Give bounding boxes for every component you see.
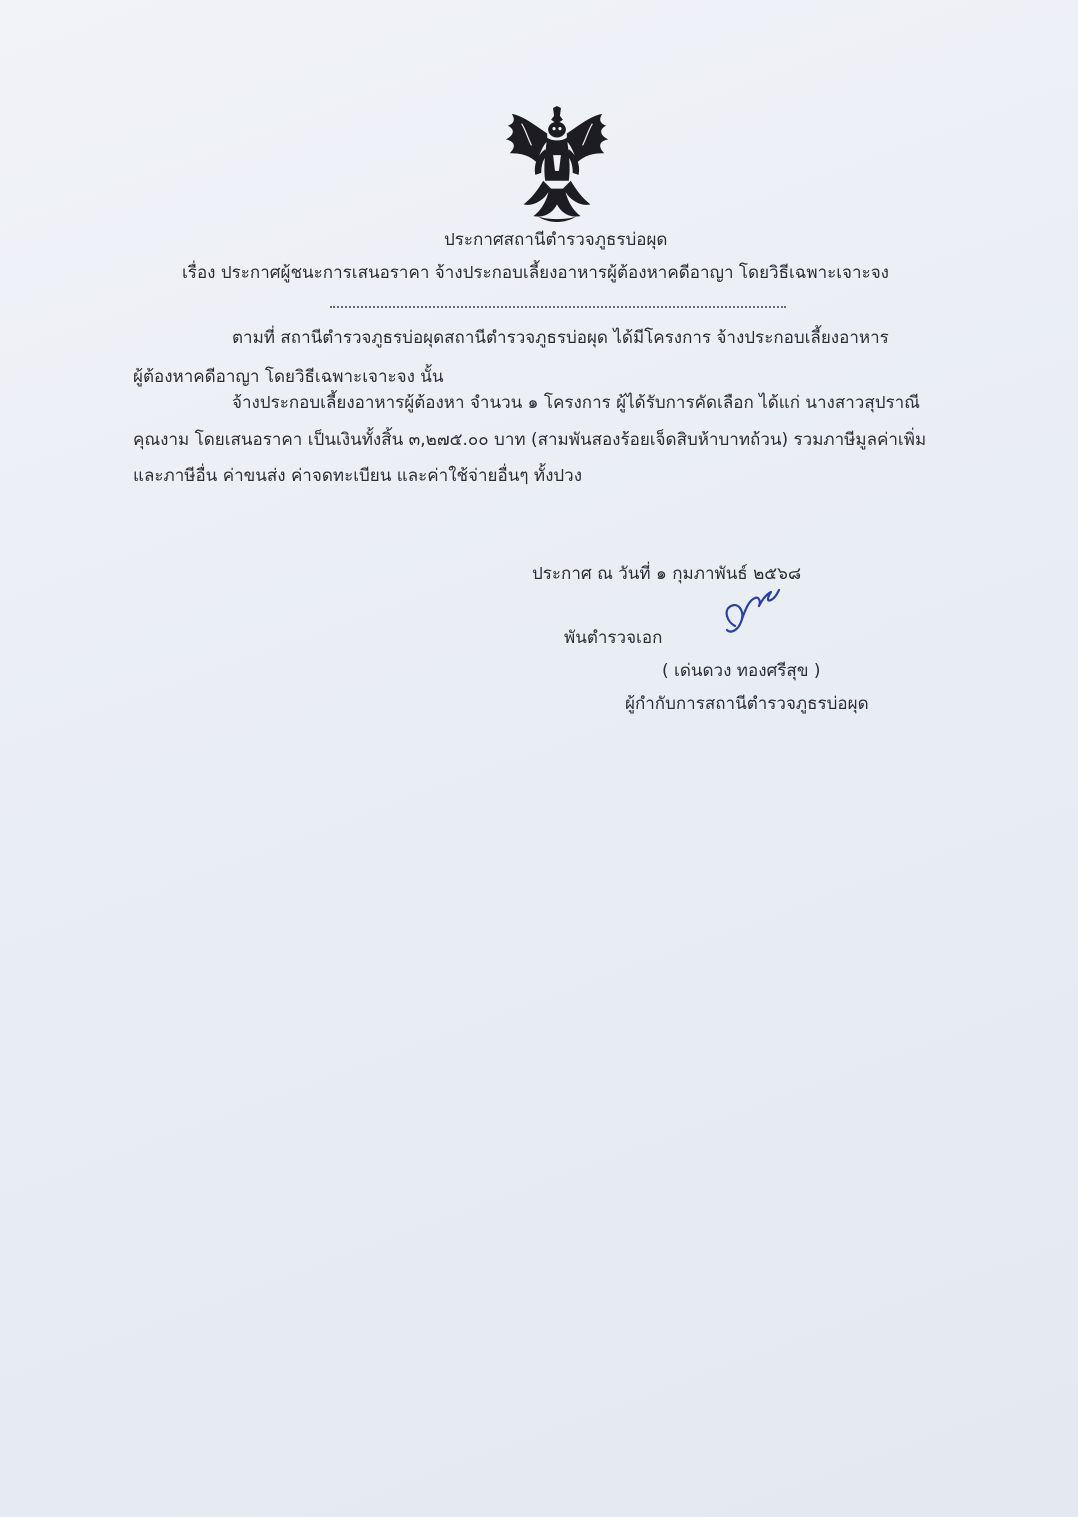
signatory-rank: พันตำรวจเอก (564, 628, 663, 648)
garuda-emblem-icon (498, 106, 616, 224)
announcement-subject: เรื่อง ประกาศผู้ชนะการเสนอราคา จ้างประกอบเลี้ยงอาหารผู้ต้องหาคดีอาญา โดยวิธีเฉพาะเจาะจง (182, 263, 889, 283)
announcement-heading: ประกาศสถานีตำรวจภูธรบ่อผุด (444, 230, 668, 250)
paragraph-2-line-3: และภาษีอื่น ค่าขนส่ง ค่าจดทะเบียน และค่าใช้จ่ายอื่นๆ ทั้งปวง (133, 466, 583, 486)
paragraph-2-line-1: จ้างประกอบเลี้ยงอาหารผู้ต้องหา จำนวน ๑ โครงการ ผู้ได้รับการคัดเลือก ได้แก่ นางสาวสุปราณี (232, 393, 920, 413)
dotted-divider (330, 306, 786, 308)
signatory-position: ผู้กำกับการสถานีตำรวจภูธรบ่อผุด (625, 694, 869, 714)
paragraph-1-line-2: ผู้ต้องหาคดีอาญา โดยวิธีเฉพาะเจาะจง นั้น (133, 367, 444, 387)
paragraph-2-line-2: คุณงาม โดยเสนอราคา เป็นเงินทั้งสิ้น ๓,๒๗๕.๐๐ บาท (สามพันสองร้อยเจ็ดสิบห้าบาทถ้วน) รวมภาษีมูลค่าเพิ่ม (133, 430, 927, 450)
signature-icon (705, 580, 785, 650)
signatory-name: ( เด่นดวง ทองศรีสุข ) (662, 661, 821, 681)
paragraph-1-line-1: ตามที่ สถานีตำรวจภูธรบ่อผุดสถานีตำรวจภูธรบ่อผุด ได้มีโครงการ จ้างประกอบเลี้ยงอาหาร (232, 328, 889, 348)
announcement-date: ประกาศ ณ วันที่ ๑ กุมภาพันธ์ ๒๕๖๘ (532, 564, 802, 584)
